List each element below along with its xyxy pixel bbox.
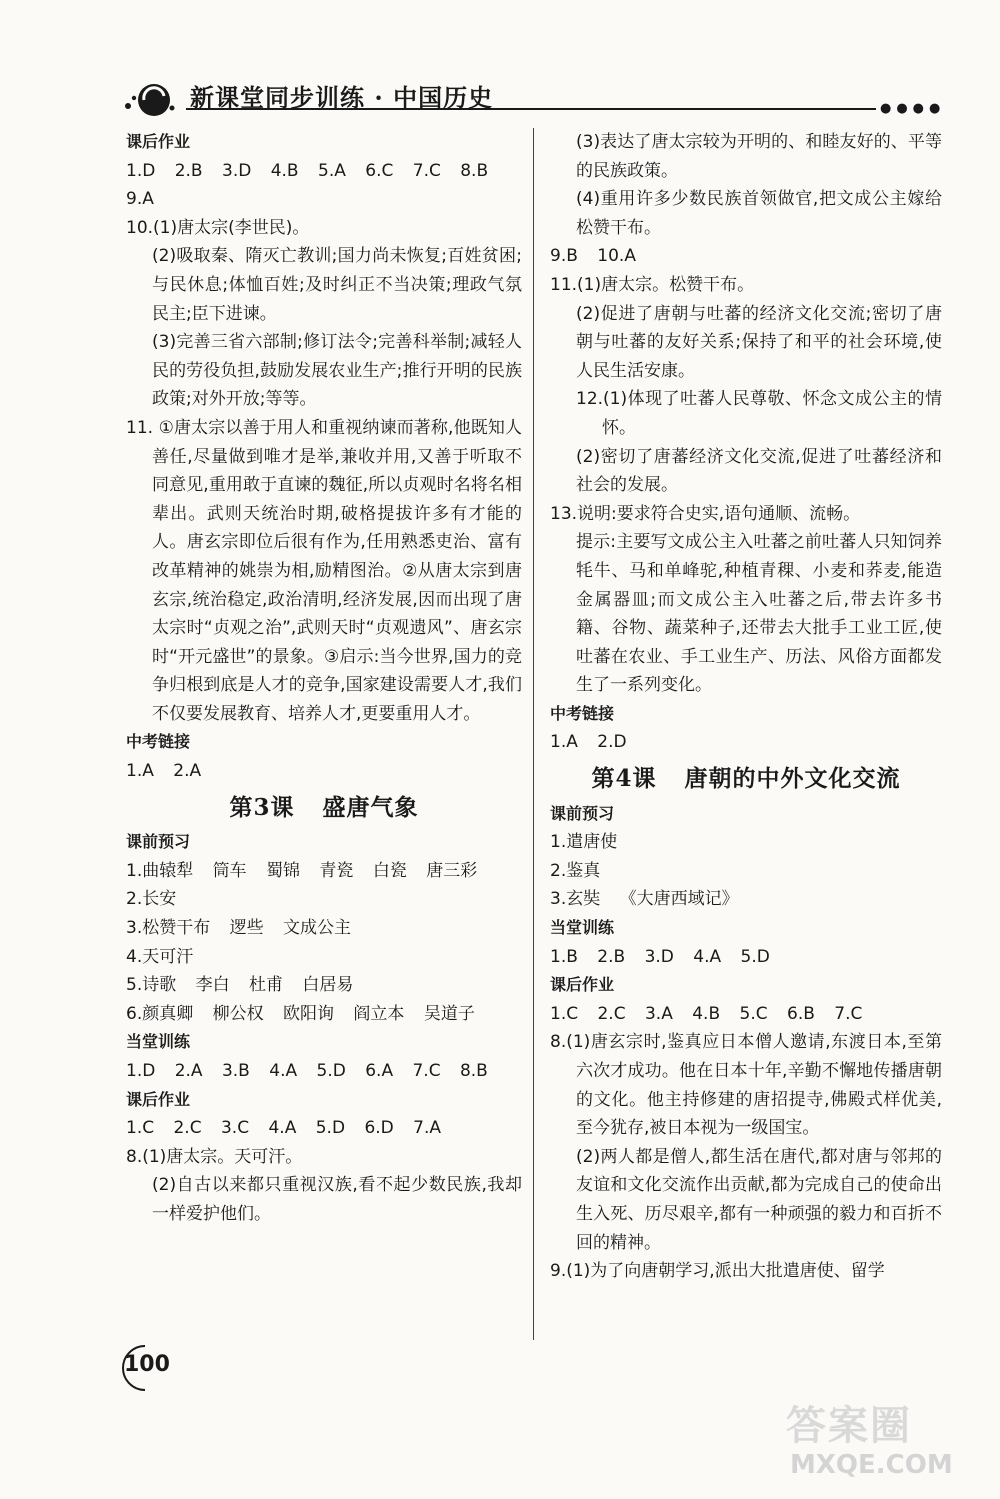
answer-line: 8.(1)唐玄宗时,鉴真应日本僧人邀请,东渡日本,至第六次才成功。他在日本十年,辛勤不懈地传播唐朝的文化。他主持修建的唐招提寺,佛殿式样优美,至今犹存,被日本视为一级国宝。 <box>550 1032 942 1139</box>
answer-line: (2)自古以来都只重视汉族,看不起少数民族,我却一样爱护他们。 <box>152 1175 522 1224</box>
answer-line: 6.颜真卿 柳公权 欧阳询 阎立本 吴道子 <box>126 1003 475 1024</box>
answer-line: 10.(1)唐太宗(李世民)。 <box>126 217 310 238</box>
answer-line: 11. ①唐太宗以善于用人和重视纳谏而著称,他既知人善任,尽量做到唯才是举,兼收并用,又善于听取不同意见,重用敢于直谏的魏征,所以贞观时名将名相辈出。武则天统治时期,破格提拔许多有才能的人。唐玄宗即位后很有作为,任用熟悉吏治、富有改革精神的姚崇为相,励精图治。②从唐太宗到唐玄宗,统治稳定,政治清明,经济发展,因而出现了唐太宗时“贞观之治”,武则天时“贞观遗风”、唐玄宗时“开元盛世”的景象。③启示:当今世界,国力的竞争归根到底是人才的竞争,国家建设需要人才,我们不仅要发展教育、培养人才,更要重用人才。 <box>126 417 522 724</box>
section-heading: 课前预习 <box>126 832 191 852</box>
answer-line: 9.(1)为了向唐朝学习,派出大批遣唐使、留学 <box>550 1261 885 1282</box>
answer-line: 2.长安 <box>126 889 177 910</box>
section-heading: 中考链接 <box>550 703 615 723</box>
page-number: 100 <box>124 1352 170 1377</box>
book-logo-icon <box>120 76 180 120</box>
answer-line: (4)重用许多少数民族首领做官,把文成公主嫁给松赞干布。 <box>576 189 942 238</box>
answer-line: 1.遣唐使 <box>550 832 618 853</box>
header-title: 新课堂同步训练 · 中国历史 <box>190 83 494 112</box>
section-heading: 课前预习 <box>550 803 615 823</box>
answer-line: 11.(1)唐太宗。松赞干布。 <box>550 274 755 295</box>
lesson-title <box>126 794 522 823</box>
answer-line: 8.(1)唐太宗。天可汗。 <box>126 1146 303 1167</box>
page-header <box>120 68 946 128</box>
answer-line: (2)吸取秦、隋灭亡教训;国力尚未恢复;百姓贫困;与民休息;体恤百姓;及时纠正不当决策;理政气氛民主;臣下进谏。 <box>152 246 522 324</box>
section-heading: 中考链接 <box>126 732 191 752</box>
answer-line: 12.(1)体现了吐蕃人民尊敬、怀念文成公主的情怀。 <box>576 389 942 438</box>
lesson-number: 第4课 <box>591 765 657 793</box>
header-rule <box>186 108 876 110</box>
answer-line: (2)密切了唐蕃经济文化交流,促进了吐蕃经济和社会的发展。 <box>576 446 942 496</box>
answer-line: 1.C 2.C 3.A 4.B 5.C 6.B 7.C <box>550 1003 863 1024</box>
watermark-logo: 答案圈 <box>786 1403 912 1449</box>
answer-line: 1.D 2.B 3.D 4.B 5.A 6.C 7.C 8.B <box>126 160 489 181</box>
section-heading: 课后作业 <box>126 1089 191 1109</box>
answer-line: (2)促进了唐朝与吐蕃的经济文化交流;密切了唐朝与吐蕃的友好关系;保持了和平的社会环境,使人民生活安康。 <box>576 303 942 381</box>
column-divider <box>533 128 534 1340</box>
answer-line: 5.诗歌 李白 杜甫 白居易 <box>126 975 354 996</box>
lesson-number: 第3课 <box>229 793 295 821</box>
answer-line: 9.A <box>126 189 154 210</box>
section-heading: 当堂训练 <box>126 1032 191 1052</box>
answer-line: 1.B 2.B 3.D 4.A 5.D <box>550 946 770 967</box>
answer-line: 2.鉴真 <box>550 860 601 881</box>
answer-line: 3.玄奘 《大唐西域记》 <box>550 889 739 910</box>
answer-line: 1.曲辕犁 筒车 蜀锦 青瓷 白瓷 唐三彩 <box>126 860 478 881</box>
answer-line: (3)完善三省六部制;修订法令;完善科举制;减轻人民的劳役负担,鼓励发展农业生产;推行开明的民族政策;对外开放;等等。 <box>152 332 522 410</box>
answer-line: 提示:主要写文成公主入吐蕃之前吐蕃人只知饲养牦牛、马和单峰驼,种植青稞、小麦和荞麦,能造金属器皿;而文成公主入吐蕃之后,带去许多书籍、谷物、蔬菜种子,还带去大批手工业工匠,使吐蕃在农业、手工业生产、历法、风俗方面都发生了一系列变化。 <box>576 532 942 696</box>
lesson-title <box>550 765 942 794</box>
lesson-name: 唐朝的中外文化交流 <box>684 765 901 793</box>
answer-line: (2)两人都是僧人,都生活在唐代,都对唐与邻邦的友谊和文化交流作出贡献,都为完成自己的使命出生入死、历尽艰辛,都有一种顽强的毅力和百折不回的精神。 <box>576 1146 942 1253</box>
answer-line: 1.D 2.A 3.B 4.A 5.D 6.A 7.C 8.B <box>126 1061 488 1081</box>
answer-line: 1.A 2.A <box>126 761 202 782</box>
header-dots: ●●●● <box>880 101 946 116</box>
answer-line: 1.C 2.C 3.C 4.A 5.D 6.D 7.A <box>126 1118 442 1139</box>
lesson-name: 盛唐气象 <box>322 793 419 821</box>
answer-line: 13.说明:要求符合史实,语句通顺、流畅。 <box>550 503 861 524</box>
right-column <box>550 128 942 1286</box>
section-heading: 当堂训练 <box>550 918 615 938</box>
answer-line: 1.A 2.D <box>550 732 627 753</box>
section-heading: 课后作业 <box>126 132 191 151</box>
answer-line: 9.B 10.A <box>550 246 636 267</box>
left-column <box>126 128 522 1229</box>
answer-line: 4.天可汗 <box>126 946 194 967</box>
answer-line: 3.松赞干布 逻些 文成公主 <box>126 918 352 939</box>
section-heading: 课后作业 <box>550 975 615 995</box>
watermark-url: MXQE.COM <box>790 1450 953 1480</box>
answer-line: (3)表达了唐太宗较为开明的、和睦友好的、平等的民族政策。 <box>576 132 942 181</box>
